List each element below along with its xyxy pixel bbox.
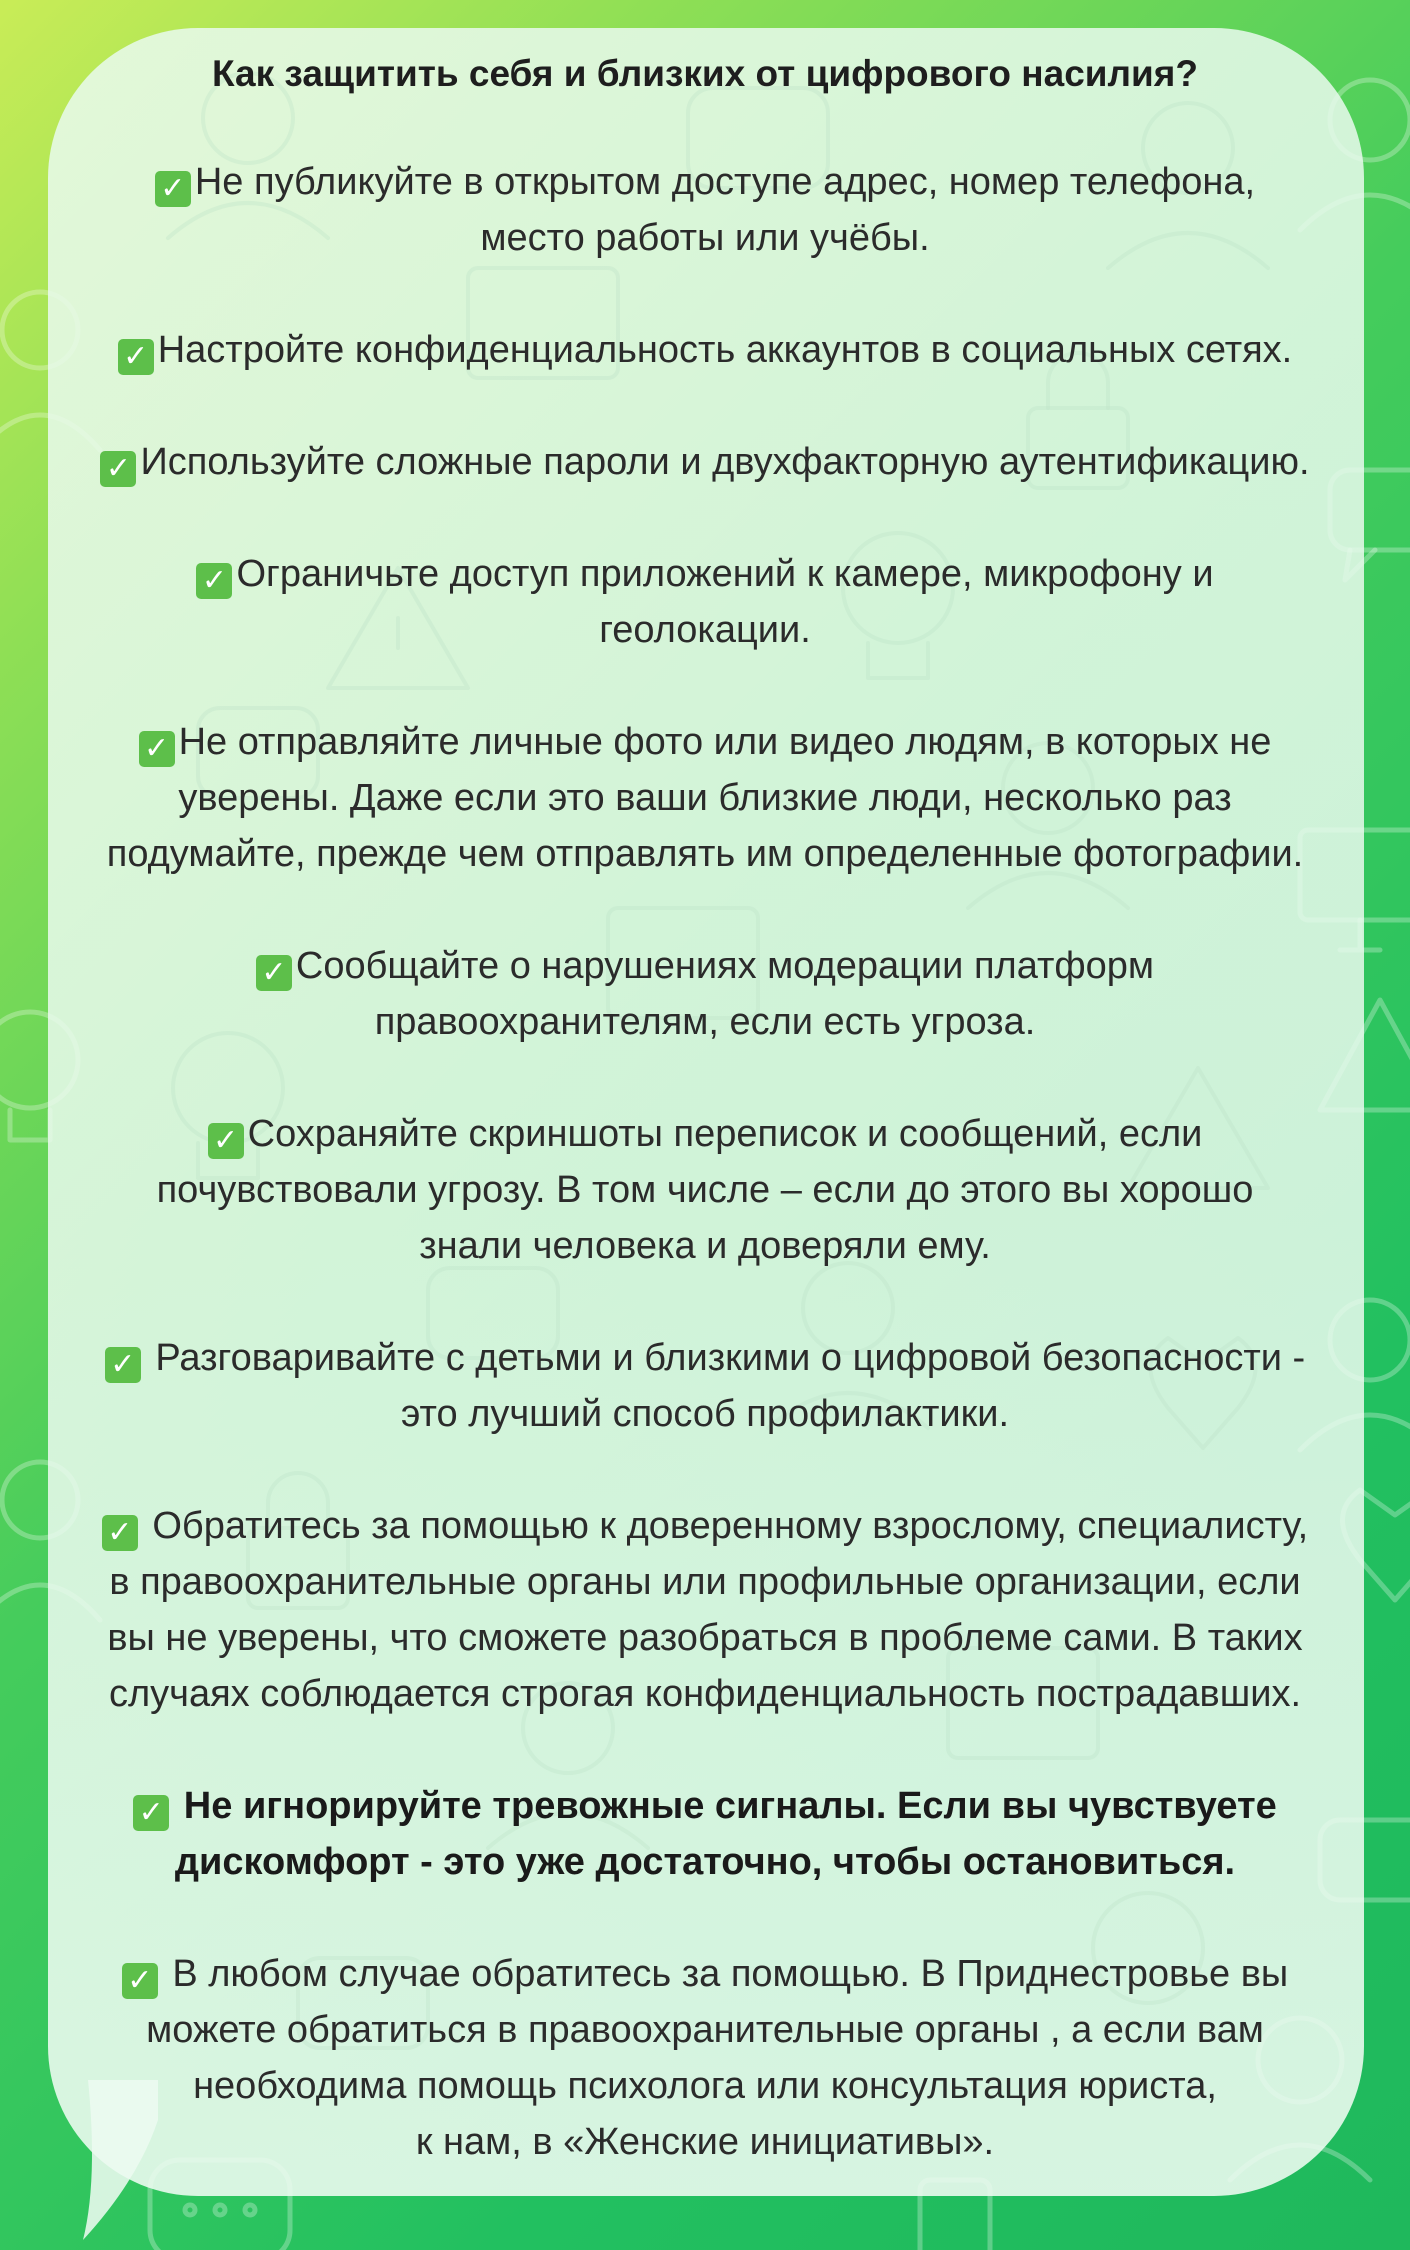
tip-line: место работы или учёбы.	[480, 217, 930, 259]
tips-list	[60, 154, 1350, 2170]
tip-line: Используйте сложные пароли и двухфакторную аутентификацию.	[140, 441, 1310, 483]
check-mark-icon: ✓	[118, 339, 154, 375]
check-mark-icon: ✓	[100, 451, 136, 487]
tip-line: Не публикуйте в открытом доступе адрес, номер телефона,	[194, 161, 1256, 203]
check-mark-icon: ✓	[155, 171, 191, 207]
tip-item	[60, 434, 1350, 490]
tip-line: Ограничьте доступ приложений к камере, микрофону и	[236, 553, 1214, 595]
tip-line: можете обратиться в правоохранительные органы , а если вам	[146, 2009, 1264, 2051]
tip-line: почувствовали угрозу. В том числе – если до этого вы хорошо	[156, 1169, 1254, 1211]
check-mark-icon: ✓	[139, 731, 175, 767]
tip-line: к нам, в «Женские инициативы».	[415, 2121, 995, 2163]
tip-item	[60, 1498, 1350, 1722]
tip-item	[60, 1946, 1350, 2170]
tip-item	[60, 938, 1350, 1050]
tip-line: Обратитесь за помощью к доверенному взрослому, специалисту,	[141, 1505, 1309, 1547]
tip-line: дискомфорт - это уже достаточно, чтобы остановиться.	[174, 1841, 1236, 1883]
tip-line: геолокации.	[599, 609, 811, 651]
check-mark-icon: ✓	[196, 563, 232, 599]
check-mark-icon: ✓	[256, 955, 292, 991]
check-mark-icon: ✓	[102, 1515, 138, 1551]
tip-item	[60, 322, 1350, 378]
page-title: Как защитить себя и близких от цифрового насилия?	[212, 53, 1198, 94]
check-mark-icon: ✓	[208, 1123, 244, 1159]
tip-item	[60, 1778, 1350, 1890]
tip-item	[60, 546, 1350, 658]
content	[60, 44, 1350, 2226]
tip-line: в правоохранительные органы или профильные организации, если	[109, 1561, 1301, 1603]
check-mark-icon: ✓	[133, 1795, 169, 1831]
tip-line: знали человека и доверяли ему.	[419, 1225, 991, 1267]
check-mark-icon: ✓	[122, 1963, 158, 1999]
tip-line: правоохранителям, если есть угроза.	[374, 1001, 1036, 1043]
tip-line: Не игнорируйте тревожные сигналы. Если вы чувствуете	[173, 1785, 1277, 1827]
tip-item	[60, 714, 1350, 882]
tip-line: Настройте конфиденциальность аккаунтов в социальных сетях.	[157, 329, 1293, 371]
tip-line: уверены. Даже если это ваши близкие люди, несколько раз	[178, 777, 1232, 819]
check-mark-icon: ✓	[105, 1347, 141, 1383]
tip-line: необходима помощь психолога или консультация юриста,	[193, 2065, 1217, 2107]
tip-line: подумайте, прежде чем отправлять им определенные фотографии.	[106, 833, 1304, 875]
tip-item	[60, 1330, 1350, 1442]
tip-line: Разговаривайте с детьми и близкими о цифровой безопасности -	[144, 1337, 1306, 1379]
tip-line: Не отправляйте личные фото или видео людям, в которых не	[178, 721, 1272, 763]
tip-line: это лучший способ профилактики.	[400, 1393, 1010, 1435]
tip-line: Сообщайте о нарушениях модерации платформ	[295, 945, 1155, 987]
tip-item	[60, 154, 1350, 266]
tip-line: вы не уверены, что сможете разобраться в проблеме сами. В таких	[107, 1617, 1303, 1659]
tip-line: Сохраняйте скриншоты переписок и сообщений, если	[247, 1113, 1203, 1155]
tip-line: В любом случае обратитесь за помощью. В Приднестровье вы	[161, 1953, 1289, 1995]
tip-line: случаях соблюдается строгая конфиденциальность пострадавших.	[108, 1673, 1302, 1715]
tip-item	[60, 1106, 1350, 1274]
